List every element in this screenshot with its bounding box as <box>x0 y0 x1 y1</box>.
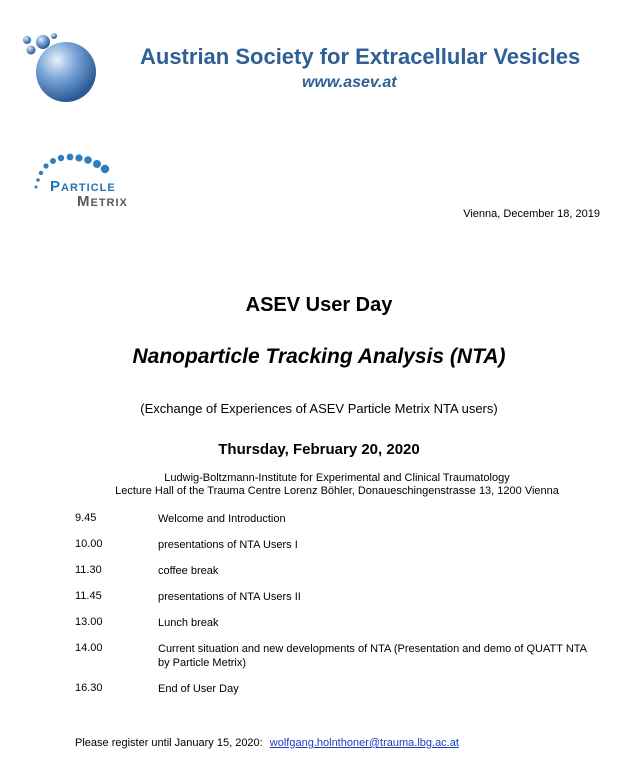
schedule-desc: coffee break <box>158 565 219 577</box>
schedule-desc: End of User Day <box>158 683 239 695</box>
schedule-desc: Welcome and Introduction <box>158 513 286 525</box>
registration-text: Please register until January 15, 2020: <box>75 737 263 749</box>
schedule-time: 16.30 <box>75 682 103 694</box>
sponsor-name-metrix: Metrix <box>77 193 128 210</box>
venue-line-1: Ludwig-Boltzmann-Institute for Experimental and Clinical Traumatology <box>164 472 510 484</box>
schedule-time: 11.45 <box>75 590 102 602</box>
schedule-desc: Current situation and new developments of NTA (Presentation and demo of QUATT NTA by Particle Metrix) <box>158 643 587 669</box>
event-subtitle: Nanoparticle Tracking Analysis (NTA) <box>132 345 506 368</box>
schedule-time: 14.00 <box>75 642 103 654</box>
schedule-desc: Lunch break <box>158 617 219 629</box>
schedule-desc: presentations of NTA Users I <box>158 539 298 551</box>
event-date: Thursday, February 20, 2020 <box>218 441 420 458</box>
schedule-time: 13.00 <box>75 616 103 628</box>
event-title: ASEV User Day <box>245 294 393 316</box>
schedule-time: 10.00 <box>75 538 103 550</box>
letter-date: Vienna, December 18, 2019 <box>463 208 600 220</box>
event-description: (Exchange of Experiences of ASEV Particle Metrix NTA users) <box>140 401 498 416</box>
schedule-desc: presentations of NTA Users II <box>158 591 301 603</box>
sponsor-name-particle: Particle <box>50 178 116 195</box>
venue-line-2: Lecture Hall of the Trauma Centre Lorenz Böhler, Donaueschingenstrasse 13, 1200 Vienna <box>115 485 559 497</box>
schedule-time: 9.45 <box>75 512 97 524</box>
org-name: Austrian Society for Extracellular Vesicles <box>140 44 581 69</box>
schedule-time: 11.30 <box>75 564 102 576</box>
asev-logo <box>18 30 118 108</box>
registration-note <box>75 737 459 749</box>
registration-email-link[interactable]: wolfgang.holnthoner@trauma.lbg.ac.at <box>269 737 459 749</box>
org-url[interactable]: www.asev.at <box>302 74 397 91</box>
